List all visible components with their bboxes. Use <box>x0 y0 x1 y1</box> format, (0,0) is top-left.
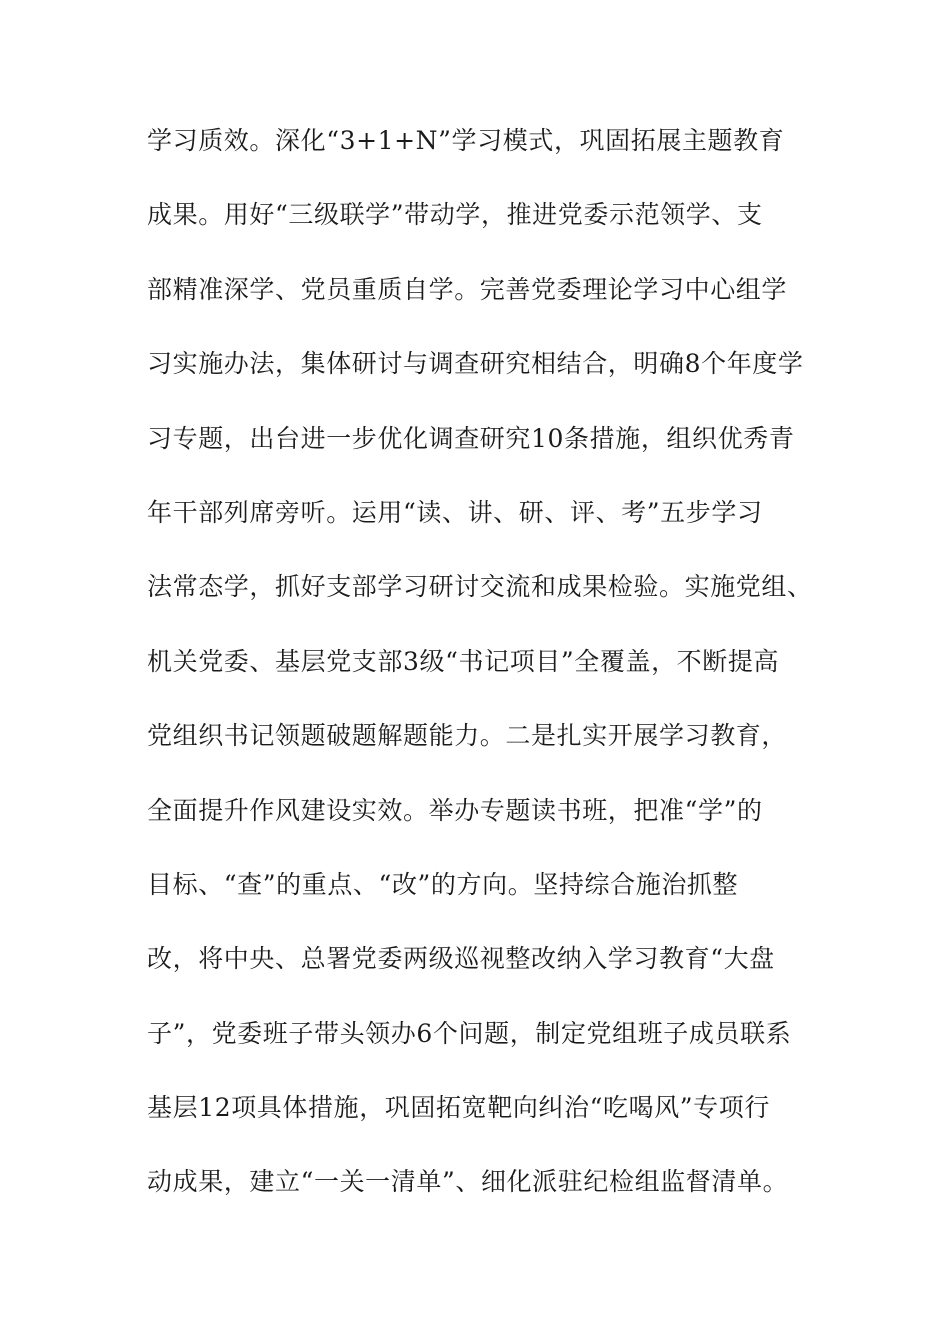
text-line: 习专题，出台进一步优化调查研究10条措施，组织优秀青 <box>147 423 795 453</box>
text-line: 成果。用好“三级联学”带动学，推进党委示范领学、支 <box>147 200 763 230</box>
text-line: 全面提升作风建设实效。举办专题读书班，把准“学”的 <box>147 795 763 825</box>
text-line: 目标、“查”的重点、“改”的方向。坚持综合施治抓整 <box>147 869 739 899</box>
text-line: 部精准深学、党员重质自学。完善党委理论学习中心组学 <box>147 274 788 304</box>
text-line: 学习质效。深化“3+1+N”学习模式，巩固拓展主题教育 <box>147 126 785 155</box>
text-line: 机关党委、基层党支部3级“书记项目”全覆盖，不断提高 <box>147 646 780 676</box>
text-line: 党组织书记领题破题解题能力。二是扎实开展学习教育， <box>147 721 788 751</box>
text-line: 年干部列席旁听。运用“读、讲、研、评、考”五步学习 <box>147 497 763 527</box>
text-line: 法常态学，抓好支部学习研讨交流和成果检验。实施党组、 <box>147 572 813 602</box>
text-line: 子”，党委班子带头领办6个问题，制定党组班子成员联系 <box>147 1018 792 1048</box>
text-line: 动成果，建立“一关一清单”、细化派驻纪检组监督清单。 <box>147 1167 789 1197</box>
text-line: 基层12项具体措施，巩固拓宽靶向纠治“吃喝风”专项行 <box>147 1093 770 1123</box>
text-line: 改，将中央、总署党委两级巡视整改纳入学习教育“大盘 <box>147 944 775 974</box>
body-text <box>147 118 819 1234</box>
text-line: 习实施办法，集体研讨与调查研究相结合，明确8个年度学 <box>147 349 804 379</box>
